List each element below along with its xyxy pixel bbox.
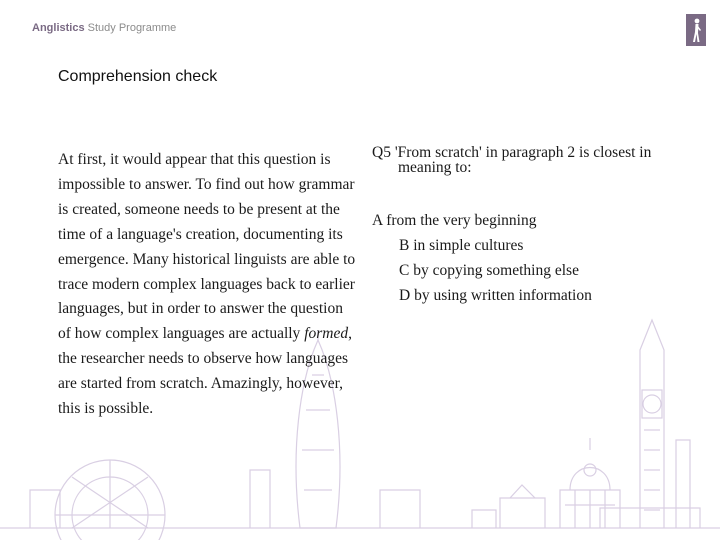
option-c[interactable]: C by copying something else <box>399 262 579 279</box>
passage-text-part1: At first, it would appear that this question is impossible to answer. To find out how grammar is created, someone needs to be present at the time of a language's creation, documenting its emergence. Many historical linguists are able to trace modern complex languages back to earlier languages, but in order to answer the question of how complex languages are actually <box>58 151 356 343</box>
header <box>32 22 176 34</box>
brand-name: Anglistics <box>32 22 85 34</box>
answer-options <box>372 208 672 308</box>
programme-name: Study Programme <box>87 22 177 34</box>
figure-logo-icon <box>686 14 706 46</box>
option-a[interactable]: A from the very beginning <box>372 212 537 229</box>
passage-emphasis: formed <box>304 325 349 343</box>
question-block <box>372 145 672 308</box>
option-b[interactable]: B in simple cultures <box>399 237 524 254</box>
slide-title: Comprehension check <box>58 68 218 85</box>
question-stem: Q5 'From scratch' in paragraph 2 is closest in meaning to: <box>372 144 652 176</box>
option-d[interactable]: D by using written information <box>399 287 592 304</box>
reading-passage <box>58 148 358 422</box>
passage-paragraph <box>58 148 358 422</box>
passage-text-part2: , the researcher needs to observe how languages are started from scratch. Amazingly, however, this is possible. <box>58 325 352 418</box>
